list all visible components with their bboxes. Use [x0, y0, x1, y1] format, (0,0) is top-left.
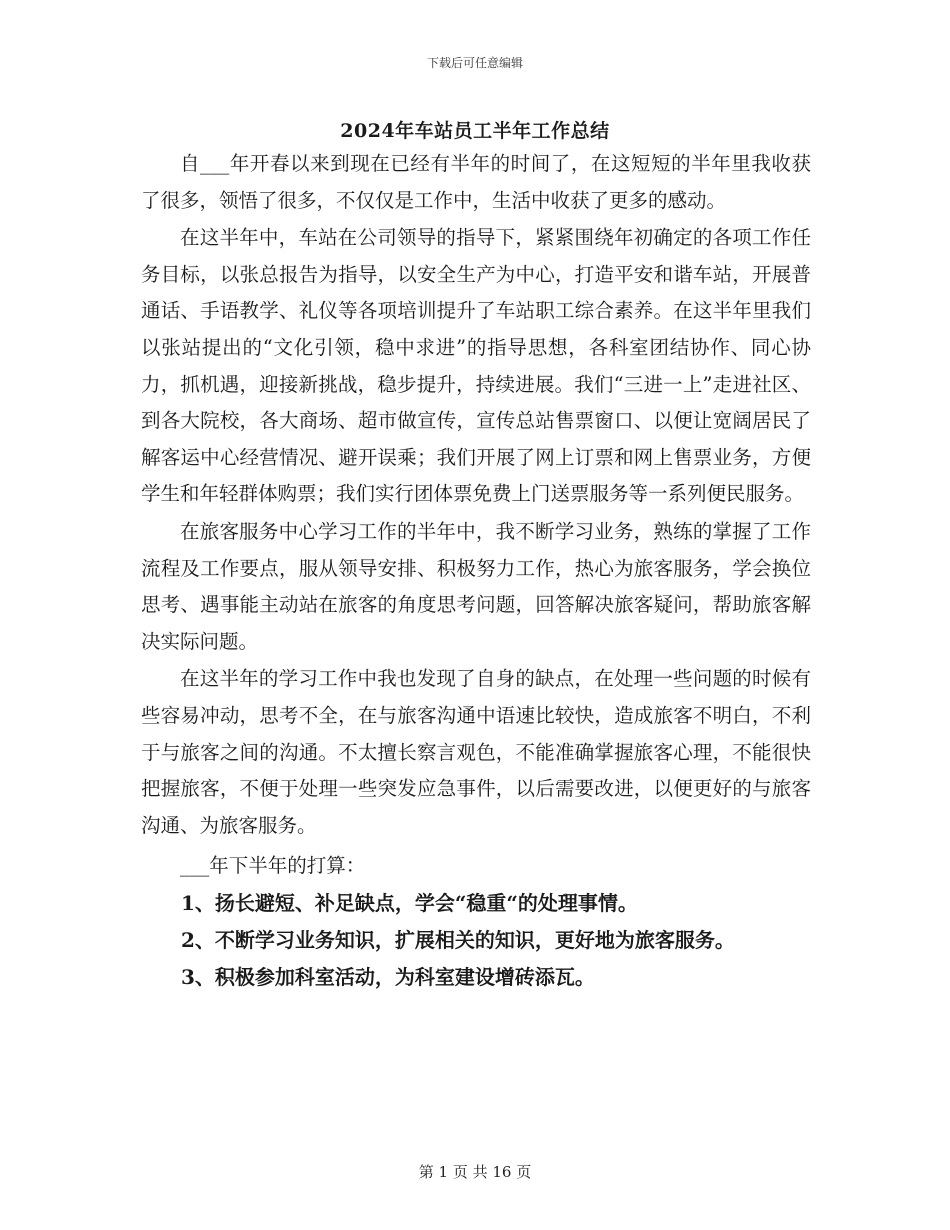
- plan-item: 2、不断学习业务知识，扩展相关的知识，更好地为旅客服务。: [181, 927, 735, 952]
- plan-item: 1、扬长避短、补足缺点，学会“稳重“的处理事情。: [181, 890, 638, 915]
- header-note: 下载后可任意编辑: [426, 56, 523, 70]
- paragraph: 自___年开春以来到现在已经有半年的时间了，在这短短的半年里我收获了很多，领悟了很多，不仅仅是工作中，生活中收获了更多的感动。: [141, 152, 811, 212]
- page-number-footer: 第 1 页 共 16 页: [418, 1163, 532, 1181]
- document-body: [141, 146, 811, 996]
- paragraph: 在旅客服务中心学习工作的半年中，我不断学习业务，熟练的掌握了工作流程及工作要点，服从领导安排、积极努力工作，热心为旅客服务，学会换位思考、遇事能主动站在旅客的角度思考问题，回答解决旅客疑问，帮助旅客解决实际问题。: [141, 519, 811, 653]
- paragraph: 在这半年中，车站在公司领导的指导下，紧紧围绕年初确定的各项工作任务目标，以张总报告为指导，以安全生产为中心，打造平安和谐车站，开展普通话、手语教学、礼仪等各项培训提升了车站职工综合素养。在这半年里我们以张站提出的“文化引领，稳中求进”的指导思想，各科室团结协作、同心协力，抓机遇，迎接新挑战，稳步提升，持续进展。我们“三进一上”走进社区、到各大院校，各大商场、超市做宣传，宣传总站售票窗口、以便让宽阔居民了解客运中心经营情况、避开误乘；我们开展了网上订票和网上售票业务，方便学生和年轻群体购票；我们实行团体票免费上门送票服务等一系列便民服务。: [141, 226, 811, 506]
- document-title: 2024年车站员工半年工作总结: [340, 120, 610, 142]
- plan-heading: ___年下半年的打算：: [180, 854, 366, 878]
- paragraph: 在这半年的学习工作中我也发现了自身的缺点，在处理一些问题的时候有些容易冲动，思考不全，在与旅客沟通中语速比较快，造成旅客不明白，不利于与旅客之间的沟通。不太擅长察言观色，不能准确掌握旅客心理，不能很快把握旅客，不便于处理一些突发应急事件，以后需要改进，以便更好的与旅客沟通、为旅客服务。: [141, 667, 811, 837]
- plan-item: 3、积极参加科室活动，为科室建设增砖添瓦。: [181, 964, 595, 989]
